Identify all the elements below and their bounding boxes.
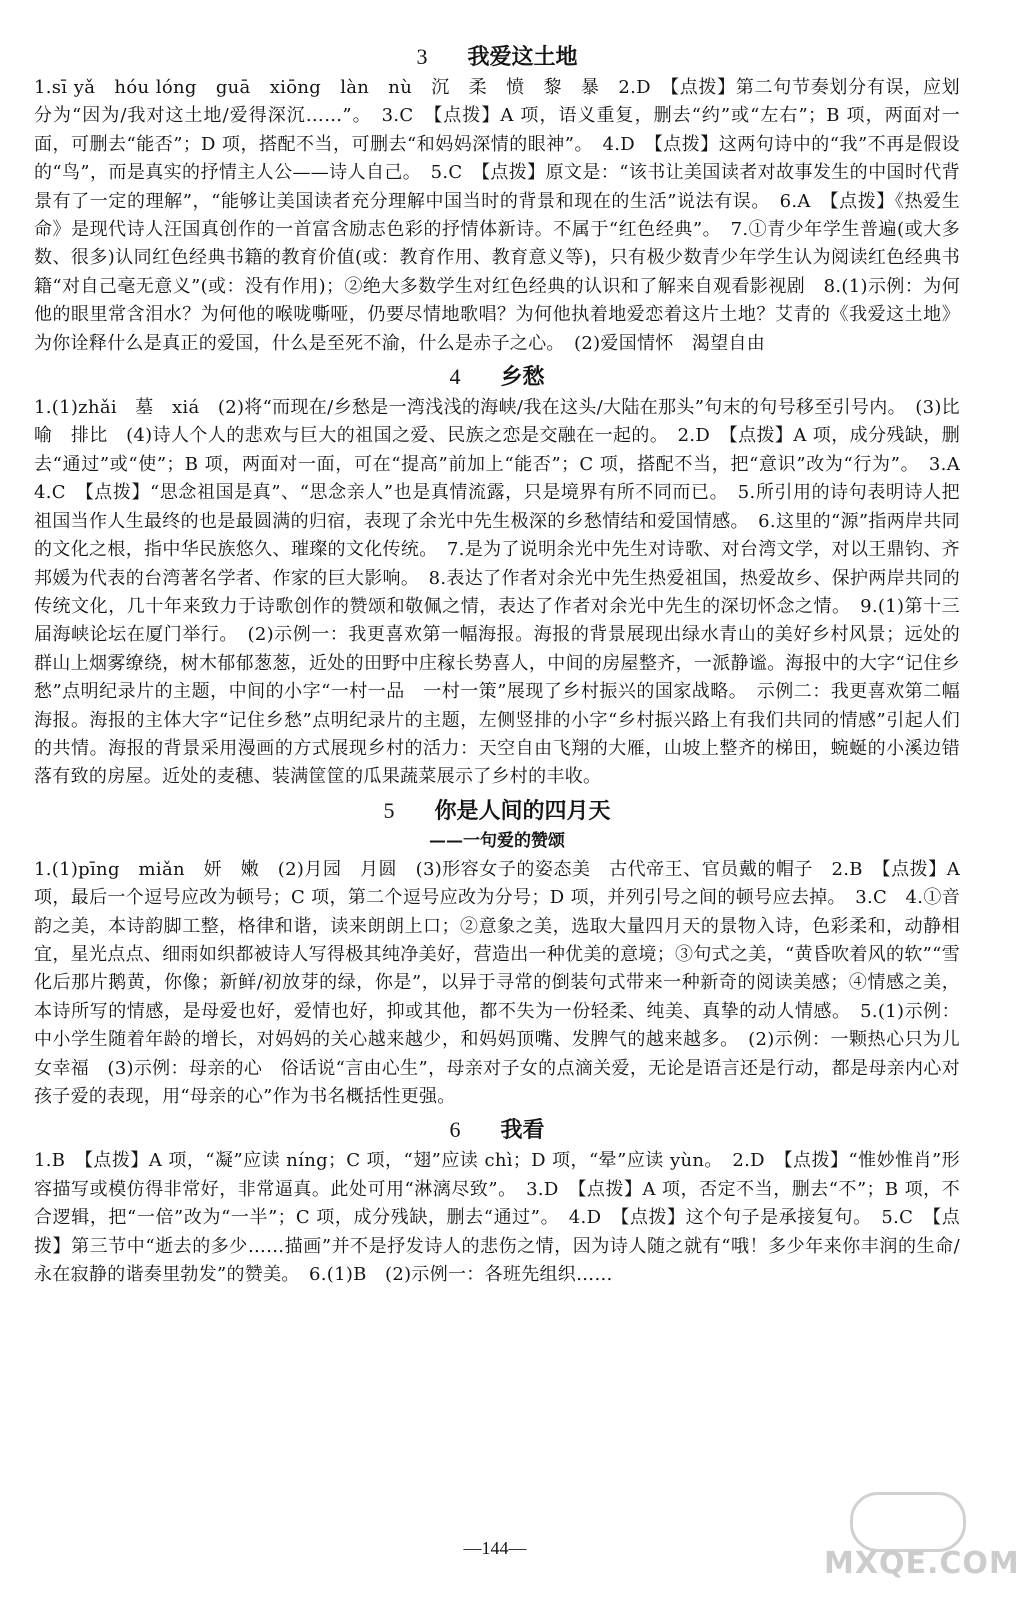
answer-paragraph: 1.(1)zhǎi 墓 xiá (2)将“而现在/乡愁是一湾浅浅的海峡/我在这头/大陆在那头”句末的句号移至引号内。 (3)比喻 排比 (4)诗人个人的悲欢与巨大的祖国之爱、民族之恋是交融在一起的。 2.D 【点拨】A 项，成分残缺，删去“通过”或“使”；B 项，两面对一面，可在“提高”前加上“能否”；C 项，搭配不当，把“意识”改为“行为”。 3.A 4.C 【点拨】“思念祖国是真”、“思念亲人”也是真情流露，只是境界有所不同而已。 5.所引用的诗句表明诗人把祖国当作人生最终的也是最圆满的归宿，表现了余光中先生极深的乡愁情结和爱国情感。 6.这里的“源”指两岸共同的文化之根，指中华民族悠久、璀璨的文化传统。 7.是为了说明余光中先生对诗歌、对台湾文学，对以王鼎钧、齐邦媛为代表的台湾著名学者、作家的巨大影响。 8.表达了作者对余光中先生热爱祖国，热爱故乡、保护两岸共同的传统文化，几十年来致力于诗歌创作的赞颂和敬佩之情，表达了作者对余光中先生的深切怀念之情。 9.(1)第十三届海峡论坛在厦门举行。 (2)示例一：我更喜欢第一幅海报。海报的背景展现出绿水青山的美好乡村风景；远处的群山上烟雾缭绕，树木郁郁葱葱，近处的田野中庄稼长势喜人，中间的房屋整齐，一派静谧。海报中的大字“记住乡愁”点明纪录片的主题，中间的小字“一村一品 一村一策”展现了乡村振兴的国家战略。 示例二：我更喜欢第二幅海报。海报的主体大字“记住乡愁”点明纪录片的主题，左侧竖排的小字“乡村振兴路上有我们共同的情感”引起人们的共情。海报的背景采用漫画的方式展现乡村的活力：天空自由飞翔的大雁，山坡上整齐的梯田，蜿蜒的小溪边错落有致的房屋。近处的麦穗、装满筐筐的瓜果蔬菜展示了乡村的丰收。 [34, 397, 979, 788]
section-title-text: 我看 [500, 1117, 545, 1144]
watermark-logo [820, 1486, 1020, 1596]
watermark-badge-icon [850, 1492, 966, 1552]
section-number: 4 [449, 364, 461, 390]
answer-paragraph: 1.(1)pīng miǎn 妍 嫩 (2)月园 月圆 (3)形容女子的姿态美 古代帝王、官员戴的帽子 2.B 【点拨】A 项，最后一个逗号应改为顿号；C 项，第二个逗号应改为分号；D 项，并列引号之间的顿号应去掉。 3.C 4.①音韵之美，本诗韵脚工整，格律和谐，读来朗朗上口；②意象之美，选取大量四月天的景物入诗，色彩柔和，动静相宜，星光点点、细雨如织都被诗人写得极其纯净美好，营造出一种优美的意境；③句式之美，“黄昏吹着风的软”“雪化后那片鹅黄，你像；新鲜/初放芽的绿，你是”，以异于寻常的倒装句式带来一种新奇的阅读美感；④情感之美，本诗所写的情感，是母爱也好，爱情也好，抑或其他，都不失为一份轻柔、纯美、真挚的动人情感。 5.(1)示例：中小学生随着年龄的增长，对妈妈的关心越来越少，和妈妈顶嘴、发脾气的越来越多。 (2)示例：一颗热心只为儿女幸福 (3)示例：母亲的心 俗话说“言由心生”，母亲对子女的点滴关爱，无论是语言还是行动，都是母亲内心对孩子爱的表现，用“母亲的心”作为书名概括性更强。 [34, 858, 960, 1107]
section-title-text: 你是人间的四月天 [434, 797, 611, 824]
section-number: 5 [383, 797, 395, 823]
section-title-text: 我爱这土地 [467, 44, 578, 70]
section-title [34, 42, 960, 72]
answer-paragraph: 1.B 【点拨】A 项，“凝”应读 níng；C 项，“翅”应读 chì；D 项，“晕”应读 yùn。 2.D 【点拨】“惟妙惟肖”形容描写或模仿得非常好，非常逼真。此处可用“淋漓尽致”。 3.D 【点拨】A 项，否定不当，删去“不”；B 项，不合逻辑，把“一倍”改为“一半”；C 项，成分残缺，删去“通过”。 4.D 【点拨】这个句子是承接复句。 5.C 【点拨】第三节中“逝去的多少……描画”并不是抒发诗人的悲伤之情，因为诗人随之就有“哦！多少年来你丰润的生命/永在寂静的谐奏里勃发”的赞美。 6.(1)B (2)示例一：各班先组织…… [34, 1150, 960, 1286]
section-title [34, 796, 960, 826]
section-number: 3 [416, 44, 428, 69]
section-5 [34, 796, 960, 1112]
page-number: —144— [463, 1538, 527, 1558]
section-subtitle: ——一句爱的赞颂 [429, 830, 565, 851]
section-title [34, 1115, 960, 1145]
watermark-text: MXQE.COM [824, 1546, 1020, 1581]
section-title-text: 乡愁 [500, 364, 545, 391]
section-number: 6 [449, 1117, 461, 1143]
answer-paragraph: 1.sī yǎ hóu lóng guā xiōng làn nù 沉 柔 愤 黎 暴 2.D 【点拨】第二句节奏划分有误，应划分为“因为/我对这土地/爱得深沉……”。 3.C 【点拨】A 项，语义重复，删去“约”或“左右”；B 项，两面对一面，可删去“能否”；D 项，搭配不当，可删去“和妈妈深情的眼神”。 4.D 【点拨】这两句诗中的“我”不再是假设的“鸟”，而是真实的抒情主人公——诗人自己。 5.C 【点拨】原文是：“该书让美国读者对故事发生的中国时代背景有了一定的理解”，“能够让美国读者充分理解中国当时的背景和现在的生活”说法有误。 6.A 【点拨】《热爱生命》是现代诗人汪国真创作的一首富含励志色彩的抒情体新诗。不属于“红色经典”。 7.①青少年学生普遍(或大多数、很多)认同红色经典书籍的教育价值(或：教育作用、教育意义等)，只有极少数青少年学生认为阅读红色经典书籍“对自己毫无意义”(或：没有作用)；②绝大多数学生对红色经典的认识和了解来自观看影视剧 8.(1)示例：为何他的眼里常含泪水？为何他的喉咙嘶哑，仍要尽情地歌唱？为何他执着地爱恋着这片土地？艾青的《我爱这土地》为你诠释什么是真正的爱国，什么是至死不渝，什么是赤子之心。 (2)爱国情怀 渴望自由 [34, 77, 960, 354]
answer-page [34, 38, 979, 1289]
section-4 [34, 362, 979, 792]
section-6 [34, 1115, 960, 1289]
section-3 [34, 42, 960, 358]
section-title [34, 362, 960, 392]
